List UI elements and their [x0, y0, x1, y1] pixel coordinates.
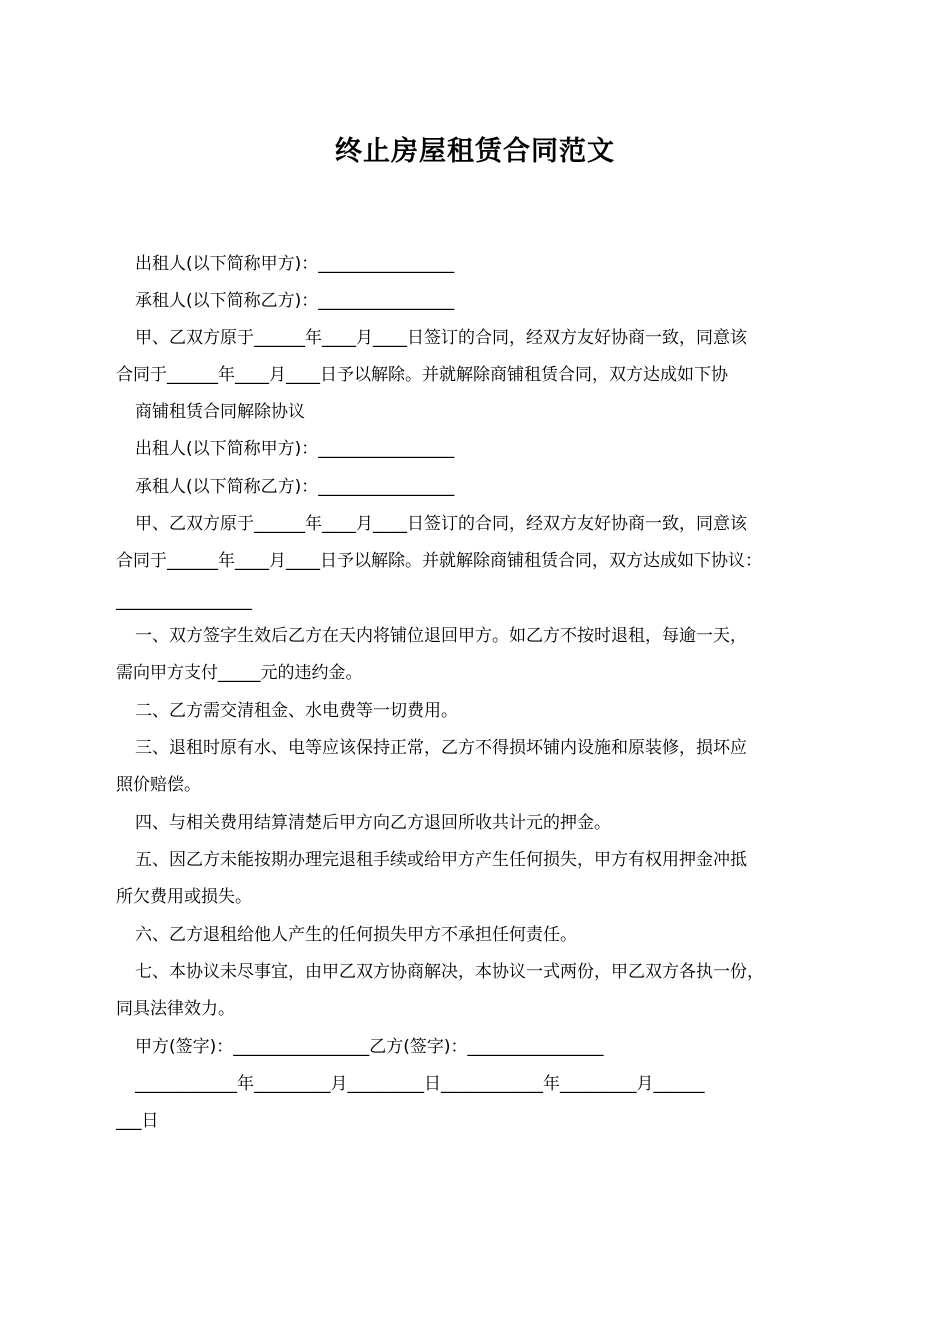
clause-3: 三、退租时原有水、电等应该保持正常，乙方不得损坏铺内设施和原装修，损坏应	[135, 738, 747, 758]
clause-7-cont: 同具法律效力。	[116, 999, 235, 1019]
clause-3-cont: 照价赔偿。	[116, 775, 201, 795]
signature-line: 甲方(签字)：________________乙方(签字)：________________	[135, 1037, 604, 1057]
lessor-line: 出租人(以下简称甲方)：________________	[135, 254, 455, 274]
document-title: 终止房屋租赁合同范文	[335, 136, 615, 167]
clause-7: 七、本协议未尽事宜，由甲乙双方协商解决，本协议一式两份，甲乙双方各执一份，	[135, 962, 764, 982]
section-heading: 商铺租赁合同解除协议	[135, 402, 305, 422]
date-line-cont: ___日	[116, 1111, 159, 1131]
clause-6: 六、乙方退租给他人产生的任何损失甲方不承担任何责任。	[135, 925, 577, 945]
lessee-line: 承租人(以下简称乙方)：________________	[135, 291, 455, 311]
clause-2: 二、乙方需交清租金、水电费等一切费用。	[135, 701, 458, 721]
lessee-line: 承租人(以下简称乙方)：________________	[135, 477, 455, 497]
clause-1: 一、双方签字生效后乙方在天内将铺位退回甲方。如乙方不按时退租，每逾一天，	[135, 626, 747, 646]
clause-5-cont: 所欠费用或损失。	[116, 887, 252, 907]
date-line: ____________年_________月_________日____________年_________月______	[135, 1074, 705, 1094]
paragraph-line: 甲、乙双方原于______年____月____日签订的合同，经双方友好协商一致，同意该	[135, 514, 747, 534]
paragraph-line: 合同于______年____月____日予以解除。并就解除商铺租赁合同，双方达成如下协议：	[116, 551, 762, 571]
blank-line: ________________	[116, 591, 252, 611]
lessor-line: 出租人(以下简称甲方)：________________	[135, 439, 455, 459]
paragraph-line: 合同于______年____月____日予以解除。并就解除商铺租赁合同，双方达成如下协	[116, 365, 728, 385]
paragraph-line: 甲、乙双方原于______年____月____日签订的合同，经双方友好协商一致，同意该	[135, 328, 747, 348]
clause-4: 四、与相关费用结算清楚后甲方向乙方退回所收共计元的押金。	[135, 813, 611, 833]
clause-5: 五、因乙方未能按期办理完退租手续或给甲方产生任何损失，甲方有权用押金冲抵	[135, 850, 747, 870]
clause-1-cont: 需向甲方支付_____元的违约金。	[116, 663, 363, 683]
